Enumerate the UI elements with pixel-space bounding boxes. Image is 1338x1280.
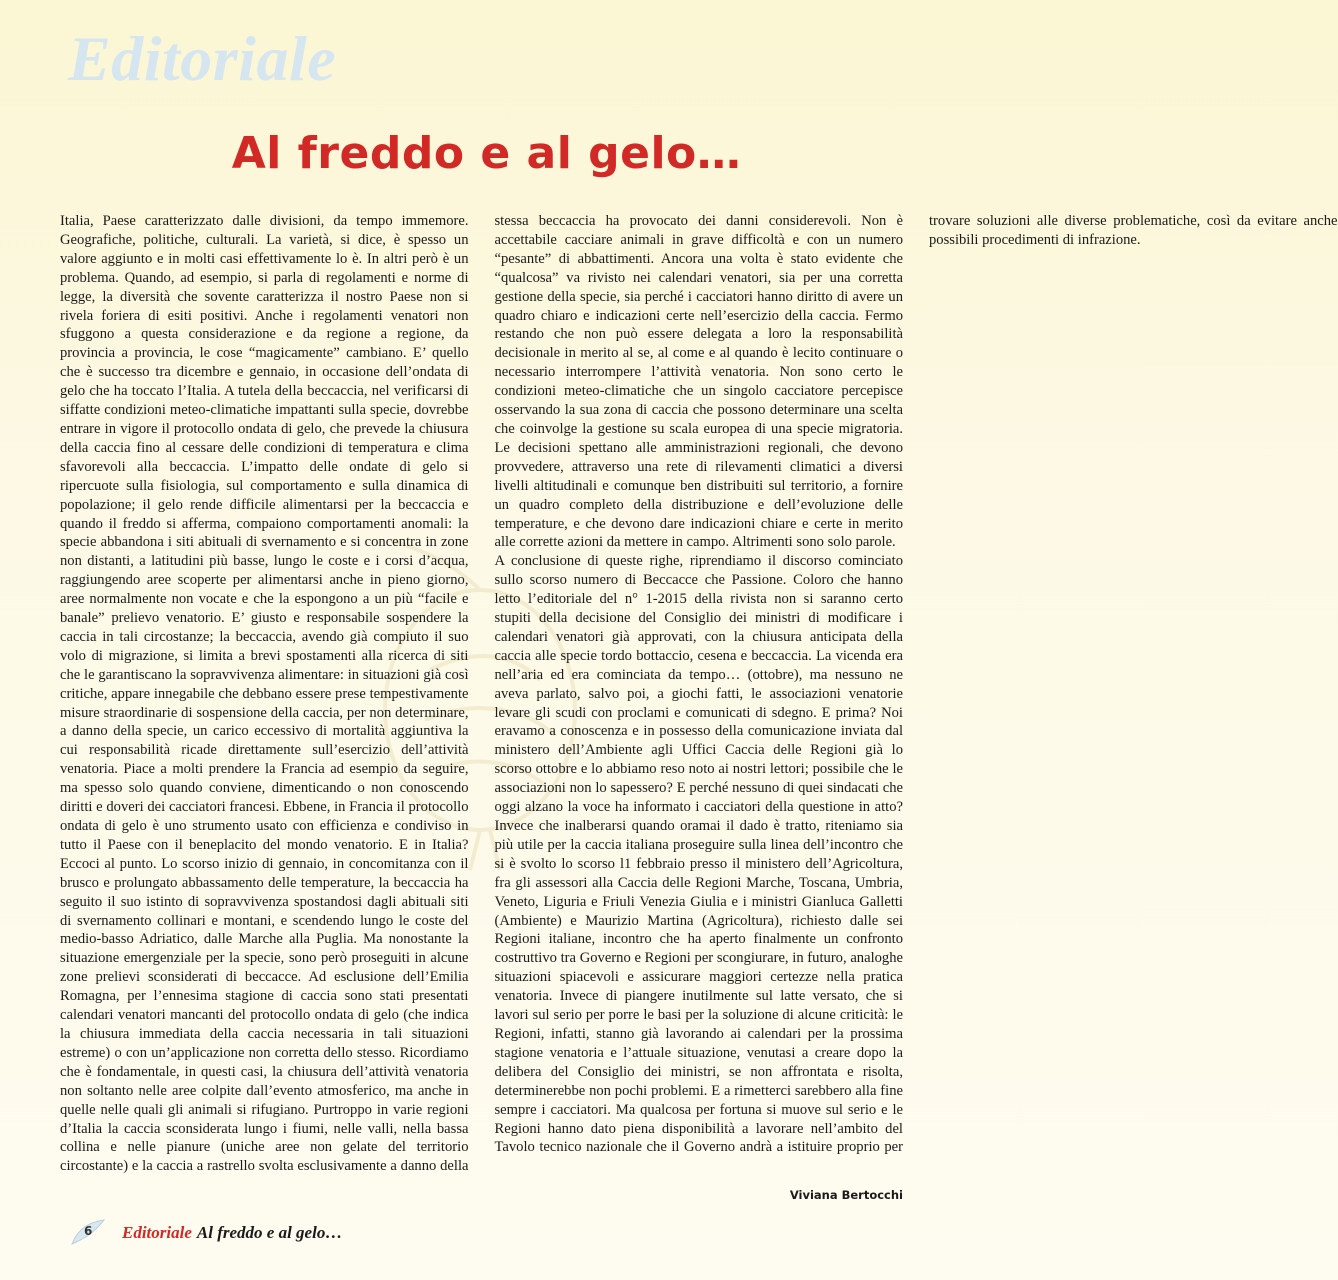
article-body: [60, 212, 1338, 1194]
footer-section: Editoriale: [122, 1223, 192, 1242]
page-number: 6: [84, 1224, 93, 1238]
article-title: Al freddo e al gelo…: [231, 128, 742, 179]
paragraph: A conclusione di queste righe, riprendiamo il discorso cominciato sullo scorso numero di Beccacce che Passione. Coloro che hanno letto l’editoriale del n° 1-2015 della rivista non si saranno certo stupiti della decisione del Consiglio dei ministri di modificare i calendari venatori già approvati, con la chiusura anticipata della caccia alle specie tordo bottaccio, cesena e beccaccia. La vicenda era nell’aria ed era cominciata da tempo… (ottobre), ma nessuno ne aveva parlato, salvo poi, a giochi fatti, le associazioni venatorie levare gli scudi con proclami e comunicati di sdegno. E prima? Noi eravamo a conoscenza e in possesso della comunicazione inviata dal ministero dell’Ambiente agli Uffici Caccia delle Regioni già lo scorso ottobre e lo abbiamo reso noto ai nostri lettori; possibile che le associazioni non lo sapessero? E perché nessuno di quei sindacati che oggi alzano la voce ha informato i cacciatori della questione in atto? Invece che inalberarsi quando oramai il dado è tratto, riteniamo sia più utile per la caccia italiana proseguire sulla linea dell’incontro che si è svolto lo scorso l1 febbraio presso il ministero dell’Agricoltura, fra gli assessori alla Caccia delle Regioni Marche, Toscana, Umbria, Veneto, Liguria e Friuli Venezia Giulia e i ministri Gianluca Galletti (Ambiente) e Maurizio Martina (Agricoltura), richiesto dalle sei Regioni italiane, incontro che ha aperto finalmente un confronto costruttivo tra Governo e Regioni per scongiurare, in futuro, analoghe situazioni spiacevoli e assicurare maggiori certezze nella pratica venatoria. Invece di piangere inutilmente sul latte versato, che si lavori sul serio per porre le basi per la soluzione di alcune criticità: le Regioni, infatti, stanno già lavorando ai calendari per la prossima stagione venatoria e l’attuale situazione, venutasi a creare dopo la delibera del Consiglio dei ministri, se non affrontata e risolta, determinerebbe non pochi problemi. E a rimetterci sarebbero alla fine sempre i cacciatori. Ma qualcosa per fortuna si muove sul serio e le Regioni hanno dato piena disponibilità a lavorare nell’ambito del Tavolo tecnico nazionale che il Governo andrà a istituire proprio per trovare soluzioni alle diverse problematiche, così da evitare anche possibili procedimenti di infrazione.: [494, 213, 1338, 1156]
page-badge: [68, 1218, 108, 1248]
page-footer: [68, 1218, 342, 1248]
author-signature: Viviana Bertocchi: [789, 1188, 903, 1202]
footer-title: Al freddo e al gelo…: [196, 1223, 343, 1242]
paragraph: Italia, Paese caratterizzato dalle divisioni, da tempo immemore. Geografiche, politiche, culturali. La varietà, si dice, è spesso un valore aggiunto e in molti casi effettivamente lo è. In altri però è un problema. Quando, ad esempio, si parla di regolamenti e norme di legge, la diversità che sovente caratterizza il nostro Paese non si rivela foriera di esiti positivi. Anche i regolamenti venatori non sfuggono a questa considerazione e da regione a regione, da provincia a provincia, le cose “magicamente” cambiano. E’ quello che è successo tra dicembre e gennaio, in occasione dell’ondata di gelo che ha toccato l’Italia. A tutela della beccaccia, nel verificarsi di siffatte condizioni meteo-climatiche impattanti sulla specie, dovrebbe entrare in vigore il protocollo ondata di gelo, che prevede la chiusura della caccia fino al cessare delle condizioni di temperatura e clima sfavorevoli alla beccaccia. L’impatto delle ondate di gelo si ripercuote sulla fisiologia, sul comportamento e sulla dinamica di popolazione; il gelo rende difficile alimentarsi per la beccaccia e quando il freddo si afferma, compaiono comportamenti anomali: la specie abbandona i siti abituali di svernamento e si concentra in zone non distanti, a latitudini più basse, lungo le coste e i corsi d’acqua, raggiungendo aree scoperte per alimentarsi anche in pieno giorno, aree normalmente non vocate e che la espongono a un più “facile e banale” prelievo venatorio. E’ giusto e responsabile sospendere la caccia in tali circostanze; la beccaccia, avendo già compiuto il suo volo di migrazione, si limita a brevi spostamenti alla ricerca di siti che le garantiscano la sopravvivenza alimentare: in situazioni già così critiche, appare innegabile che debbano essere prese tempestivamente misure straordinarie di sospensione della caccia, per non determinare, a danno della specie, un carico eccessivo di mortalità aggiuntiva la cui responsabilità ricade direttamente sull’esercizio dell’attività venatoria. Piace a molti prendere la Francia ad esempio da seguire, ma spesso solo quando conviene, dimenticando o non conoscendo diritti e doveri dei cacciatori francesi. Ebbene, in Francia il protocollo ondata di gelo è uno strumento usato con efficienza e condiviso in tutto il Paese con il beneplacito del mondo venatorio. E in Italia? Eccoci al punto. Lo scorso inizio di gennaio, in concomitanza con il brusco e prolungato abbassamento delle temperature, la beccaccia ha seguito il suo istinto di sopravvivenza spostandosi dagli abituali siti di svernamento collinari e montani, e scendendo lungo le coste del medio-basso Adriatico, dalle Marche alla Puglia. Ma nonostante la situazione emergenziale per la specie, sono però proseguiti in alcune zone prelievi sconsiderati di beccacce. Ad esclusione dell’Emilia Romagna, per l’ennesima stagione di caccia sono stati presentati calendari venatori mancanti del protocollo ondata di gelo (che indica la chiusura immediata della caccia necessaria in tali situazioni estreme) o con un’applicazione non corretta dello stesso. Ricordiamo che è fondamentale, in questi casi, la chiusura dell’attività venatoria non soltanto nelle aree colpite dall’evento atmosferico, ma anche in quelle nelle quali gli animali si rifugiano. Purtroppo in varie regioni d’Italia la caccia sconsiderata lungo i fiumi, nelle valli, nella bassa collina e nelle pianure (uniche aree non gelate del territorio circostante) e la caccia a rastrello svolta esclusivamente a danno della stessa beccaccia ha provocato dei danni considerevoli. Non è accettabile cacciare animali in grave difficoltà e con un numero “pesante” di abbattimenti. Ancora una volta è stato evidente che “qualcosa” va rivisto nei calendari venatori, sia per una corretta gestione della specie, sia perché i cacciatori hanno diritto di avere un quadro chiaro e indicazioni certe nell’esercizio della caccia. Fermo restando che non può essere delegata a loro la responsabilità decisionale in merito al se, al come e al quando è lecito continuare o necessario interrompere l’attività venatoria. Non sono certo le condizioni meteo-climatiche che un singolo cacciatore percepisce osservando la sua zona di caccia che possono determinare una scelta che coinvolge la gestione su scala europea di una specie migratoria. Le decisioni spettano alle amministrazioni regionali, che devono provvedere, attraverso una rete di rilevamenti climatici a diversi livelli altitudinali e comunque ben distribuiti sul territorio, a fornire un quadro completo della distribuzione e dell’evoluzione delle temperature, e che devono dare indicazioni chiare e certe in merito alle corrette azioni da mettere in campo. Altrimenti sono solo parole.: [60, 213, 903, 1175]
footer-running-title: [122, 1223, 342, 1243]
section-kicker: Editoriale: [68, 23, 337, 94]
